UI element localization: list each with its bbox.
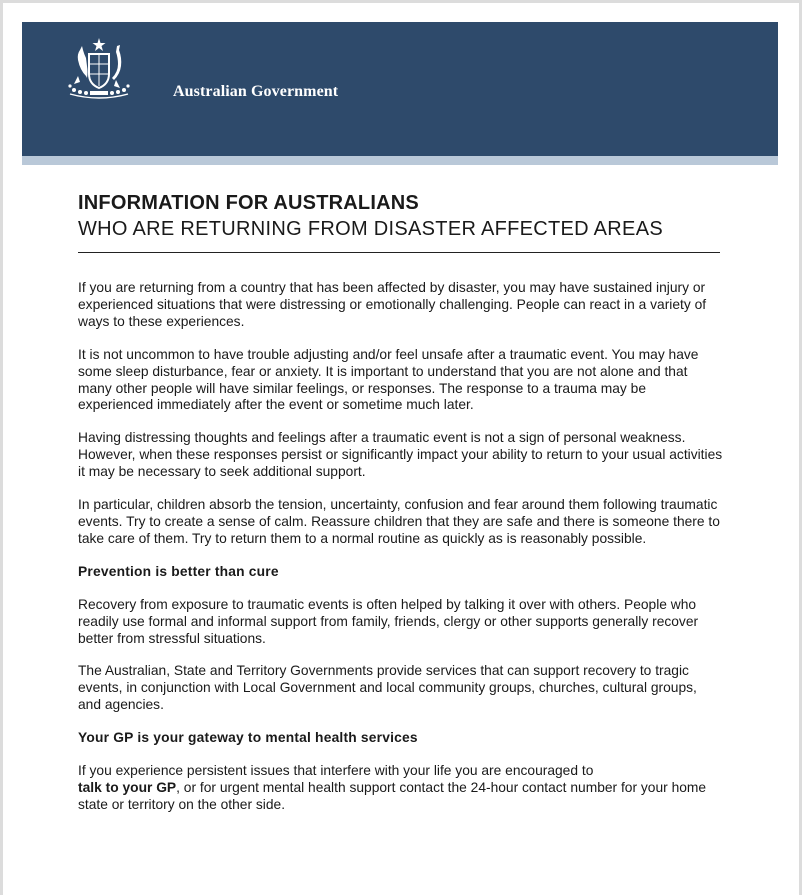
- gp-text-after: , or for urgent mental health support contact the 24-hour contact number for your home state or territory on the other side.: [78, 779, 707, 812]
- coat-of-arms-icon: [56, 36, 142, 102]
- page-subtitle: WHO ARE RETURNING FROM DISASTER AFFECTED AREAS: [78, 218, 663, 240]
- intro-paragraph: If you are returning from a country that has been affected by disaster, you may have sustained injury or experienced situations that were distressing or emotionally challenging. People can react in a variety of ways to these experiences.: [78, 280, 707, 329]
- body-paragraph: Having distressing thoughts and feelings after a traumatic event is not a sign of personal weakness. However, when these responses persist or significantly impact your ability to return to your usual activities it may be necessary to seek additional support.: [78, 430, 723, 480]
- document-body: [78, 280, 723, 830]
- gp-paragraph: [78, 763, 723, 814]
- government-name: Australian Government: [173, 83, 339, 100]
- page-title: INFORMATION FOR AUSTRALIANS: [78, 192, 419, 214]
- gp-text-before: If you experience persistent issues that interfere with your life you are encouraged to: [78, 763, 594, 779]
- header-stripe: [22, 156, 778, 165]
- section-heading-gp: Your GP is your gateway to mental health services: [78, 730, 418, 746]
- body-paragraph: Recovery from exposure to traumatic events is often helped by talking it over with others. People who readily use formal and informal support from family, friends, clergy or other supports generally recover better from stressful situations.: [78, 596, 699, 646]
- body-paragraph: In particular, children absorb the tension, uncertainty, confusion and fear around them following traumatic events. Try to create a sense of calm. Reassure children that they are safe and there is someone there to take care of them. Try to return them to a normal routine as quickly as is reasonably possible.: [78, 497, 720, 546]
- gp-emphasis: talk to your GP: [78, 779, 177, 795]
- body-paragraph: The Australian, State and Territory Governments provide services that can support recovery to tragic events, in conjunction with Local Government and local community groups, churches, cultural groups, and agencies.: [78, 663, 697, 713]
- body-paragraph: It is not uncommon to have trouble adjusting and/or feel unsafe after a traumatic event. You may have some sleep disturbance, fear or anxiety. It is important to understand that you are not alone and that many other people will have similar feelings, or responses. The response to a trauma may be experienced immediately after the event or sometime much later.: [78, 346, 699, 413]
- title-divider: [78, 252, 720, 253]
- section-heading-prevention: Prevention is better than cure: [78, 563, 279, 579]
